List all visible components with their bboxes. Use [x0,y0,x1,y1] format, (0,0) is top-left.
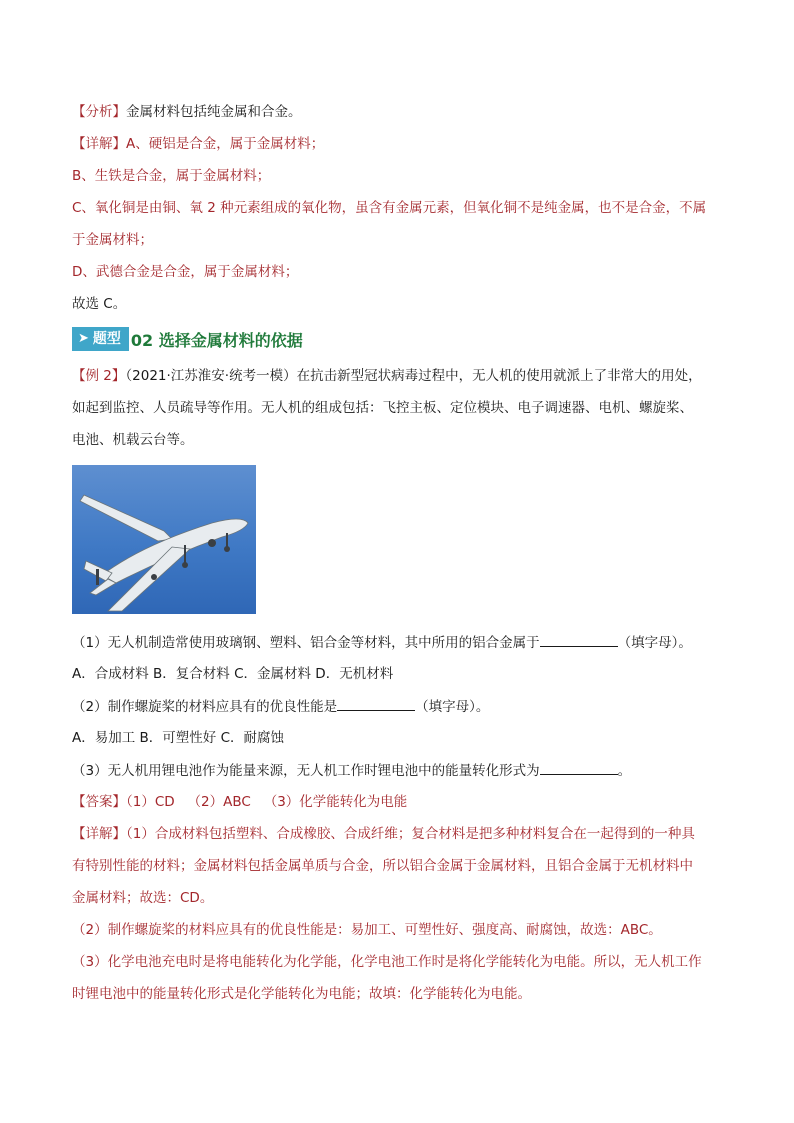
example-tag: 【例 2】 [72,368,126,384]
question-1-blank [540,632,618,647]
section-tag-label: 题型 [92,331,121,347]
example-line-3: 电池、机载云台等。 [72,432,194,448]
answer-tag: 【答案】 [72,794,126,810]
section-heading [72,326,303,352]
question-3 [72,760,631,781]
question-2-options: A．易加工 B．可塑性好 C．耐腐蚀 [72,730,285,746]
answer-2: （2）ABC [187,794,251,810]
detail-option-b: B、生铁是合金，属于金属材料； [72,168,271,184]
question-1-options: A．合成材料 B．复合材料 C．金属材料 D．无机材料 [72,666,394,682]
analysis-tag: 【分析】 [72,104,126,120]
detail2-line-4: （2）制作螺旋桨的材料应具有的优良性能是：易加工、可塑性好、强度高、耐腐蚀，故选：ABC。 [72,922,662,938]
answer-line [72,792,407,812]
analysis-text: 金属材料包括纯金属和合金。 [126,104,302,120]
drone-photo [72,465,256,614]
question-2-blank [337,696,415,711]
detail-tag: 【详解】 [72,136,126,152]
detail-option-a: A、硬铝是合金，属于金属材料； [126,136,325,152]
question-1-text: （1）无人机制造常使用玻璃钢、塑料、铝合金等材料，其中所用的铝合金属于 [72,635,540,651]
detail2-line-3: 金属材料；故选：CD。 [72,890,214,906]
answer-1: （1）CD [126,794,175,810]
example-line-1 [72,366,702,386]
detail2-line-2: 有特别性能的材料；金属材料包括金属单质与合金，所以铝合金属于金属材料，且铝合金属于无机材料中 [72,858,693,874]
detail2-line-6: 时锂电池中的能量转化形式是化学能转化为电能；故填：化学能转化为电能。 [72,986,531,1002]
question-3-text: （3）无人机用锂电池作为能量来源，无人机工作时锂电池中的能量转化形式为 [72,763,540,779]
question-3-suffix: 。 [617,763,632,779]
detail-option-d: D、武德合金是合金，属于金属材料； [72,264,299,280]
question-2-text: （2）制作螺旋桨的材料应具有的优良性能是 [72,699,338,715]
detail-option-c-line2: 于金属材料； [72,232,153,248]
example-line-2: 如起到监控、人员疏导等作用。无人机的组成包括：飞控主板、定位模块、电子调速器、电机、螺旋桨、 [72,400,693,416]
detail2-line-5: （3）化学电池充电时是将电能转化为化学能，化学电池工作时是将化学能转化为电能。所以，无人机工作 [72,954,702,970]
question-1 [72,632,692,653]
detail2-tag: 【详解】 [72,826,126,842]
arrow-icon: ➤ [78,331,89,346]
question-2-suffix: （填字母）。 [415,699,490,715]
detail-conclusion: 故选 C。 [72,296,127,312]
drone-icon [72,465,256,614]
section-tag [72,327,129,351]
detail2-line-1 [72,824,695,844]
question-2 [72,696,489,717]
detail2-text-1: （1）合成材料包括塑料、合成橡胶、合成纤维；复合材料是把多种材料复合在一起得到的一种具 [126,826,695,842]
section-title: 02 选择金属材料的依据 [130,330,303,350]
question-1-suffix: （填字母）。 [617,635,692,651]
answer-3: （3）化学能转化为电能 [263,794,408,810]
analysis-line [72,102,302,122]
detail-option-c-line1: C、氧化铜是由铜、氧 2 种元素组成的氧化物，虽含有金属元素，但氧化铜不是纯金属，也不是合金，不属 [72,200,707,216]
detail-line-a [72,134,324,154]
question-3-blank [540,760,618,775]
example-text-1: （2021·江苏淮安·统考一模）在抗击新型冠状病毒过程中，无人机的使用就派上了非常大的用处， [125,368,702,384]
